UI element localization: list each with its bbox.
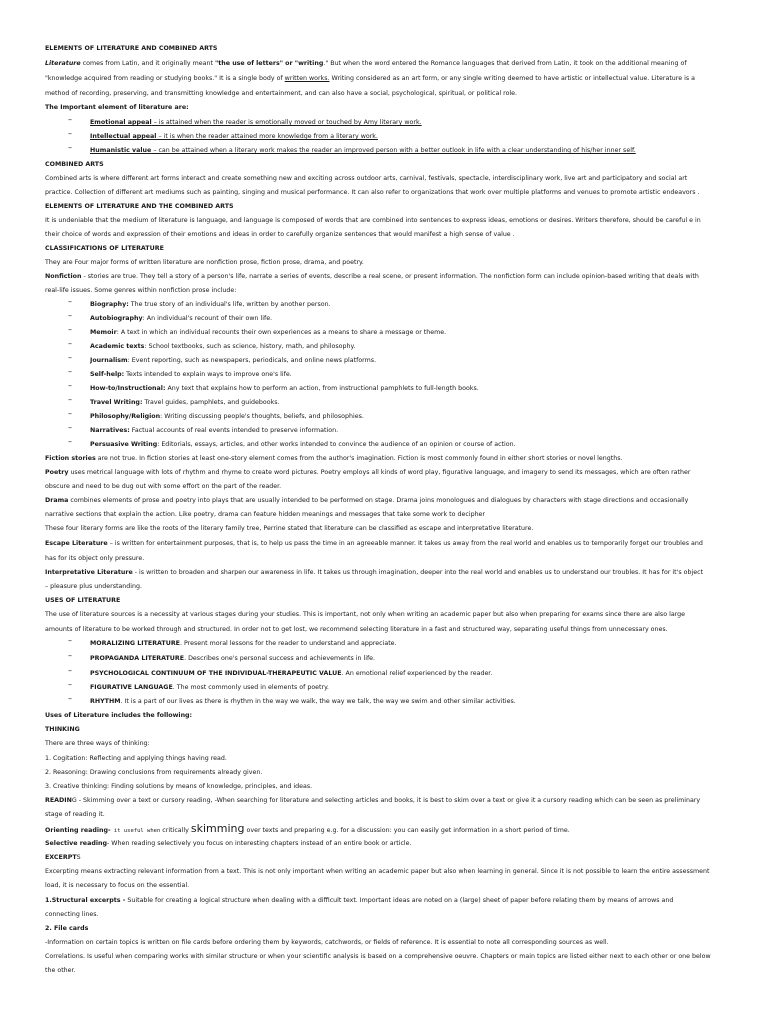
classifications-line-1: They are Four major forms of written literature are nonfiction prose, fiction prose, drama, and poetry. <box>45 259 364 266</box>
bullet-dash: – <box>68 666 72 675</box>
reading-line-1: READING - Skimming over a text or cursory reading, -When searching for literature and selecting articles and books, it is best to skim over a text or give it a cursory reading which can be seen as preliminary <box>45 797 701 804</box>
nonfiction-line-2: real-life issues. Some genres within nonfiction prose include: <box>45 287 237 294</box>
uses-line-2: amounts of literature to be worked through and structured. In order not to get lost, we recommend selecting literature in a fast and structured way, separating useful things from unnecessary ones. <box>45 626 668 633</box>
filecards-line-1: -Information on certain topics is written on file cards before ordering them by keywords, catchwords, or fields of reference. It is essential to note all corresponding sources as well. <box>45 939 609 946</box>
excerpts-line-2: load, it is necessary to focus on the essential. <box>45 882 190 889</box>
important-item: Humanistic value – can be attained when a literary work makes the reader an improved person with a better outlook in life with a clear understanding of his/her inner self. <box>90 147 636 154</box>
thinking-line-4: 3. Creative thinking: Finding solutions by means of knowledge, principles, and ideas. <box>45 783 313 790</box>
important-heading: The Important element of literature are: <box>45 104 189 111</box>
structural-line-1: 1.Structural excerpts - Suitable for creating a logical structure when dealing with a difficult text. Important ideas are noted on a (large) sheet of paper before relating them by means of arrows and <box>45 897 674 904</box>
poetry-line-1: Poetry uses metrical language with lots of rhythm and rhyme to create word pictures. Poetry employs all kinds of word play, figurative language, and imagery to send its messages, which are often rather <box>45 469 691 476</box>
poetry-line-2: obscure and need to be dug out with some effort on the part of the reader. <box>45 483 282 490</box>
elements-line-1: It is undeniable that the medium of literature is language, and language is composed of words that are combined into sentences to express ideas, emotions or desires. Writers therefore, should be careful e in <box>45 217 701 224</box>
doc-title: ELEMENTS OF LITERATURE AND COMBINED ARTS <box>45 45 218 52</box>
intro-line-2: "knowledge acquired from reading or studying books." It is a single body of written works. Writing considered as an art form, or any single writing deemed to have artistic or intellectual value. Literature is a <box>45 75 695 82</box>
bullet-dash: – <box>68 409 72 418</box>
elements-heading: ELEMENTS OF LITERATURE AND THE COMBINED ARTS <box>45 203 234 210</box>
elements-line-2: their choice of words and expression of their emotions and ideas in order to carefully organize sentences that would manifest a high sense of value . <box>45 231 515 238</box>
filecards-heading: 2. File cards <box>45 925 89 932</box>
bullet-dash: – <box>68 381 72 390</box>
genre-item: Narratives: Factual accounts of real events intended to preserve information. <box>90 427 339 434</box>
excerpts-heading: EXCERPTS <box>45 854 81 861</box>
drama-line-2: narrative sections that explain the action. Like poetry, drama can feature hidden meanings and messages that take some work to decipher <box>45 511 486 518</box>
bullet-dash: – <box>68 339 72 348</box>
intro-line-1: Literature comes from Latin, and it originally meant "the use of letters" or "writing." But when the word entered the Romance languages that derived from Latin, it took on the additional meaning of <box>45 60 687 67</box>
important-item: Intellectual appeal – it is when the reader attained more knowledge from a literary work. <box>90 133 378 140</box>
structural-line-2: connecting lines. <box>45 911 99 918</box>
genre-item: Academic texts: School textbooks, such as science, history, math, and philosophy. <box>90 343 356 350</box>
genre-item: Memoir: A text in which an individual recounts their own experiences as a means to share a message or theme. <box>90 329 447 336</box>
thinking-heading: THINKING <box>45 726 80 733</box>
uses-type-item: RHYTHM. It is a part of our lives as there is rhythm in the way we walk, the way we talk, the way we swim and other similar activities. <box>90 698 516 705</box>
uses-type-item: PSYCHOLOGICAL CONTINUUM OF THE INDIVIDUAL-THERAPEUTIC VALUE. An emotional relief experienced by the reader. <box>90 670 493 677</box>
combined-heading: COMBINED ARTS <box>45 161 104 168</box>
bullet-dash: – <box>68 367 72 376</box>
uses-includes-heading: Uses of Literature includes the following: <box>45 712 193 719</box>
bullet-dash: – <box>68 636 72 645</box>
interpretive-line-2: – pleasure plus understanding. <box>45 583 143 590</box>
genre-item: Self-help: Texts intended to explain ways to improve one's life. <box>90 371 292 378</box>
escape-line-1: Escape Literature – is written for entertainment purposes, that is, to help us pass the time in an agreeable manner. It takes us away from the real world and enables us to temporarily forget our troubles and <box>45 540 703 547</box>
drama-line-1: Drama combines elements of prose and poetry into plays that are usually intended to be performed on stage. Drama joins monologues and dialogues by characters with stage directions and occasionally <box>45 497 689 504</box>
genre-item: Philosophy/Religion: Writing discussing people's thoughts, beliefs, and philosophies. <box>90 413 364 420</box>
nonfiction-line-1: Nonfiction - stories are true. They tell a story of a person's life, narrate a series of events, describe a real scene, or present information. The nonfiction form can include opinion-based writing that deals with <box>45 273 699 280</box>
bullet-dash: – <box>68 143 72 152</box>
fiction-line: Fiction stories are not true. In fiction stories at least one-story element comes from the author's imagination. Fiction is most commonly found in either short stories or novel lengths. <box>45 455 623 462</box>
genre-item: Travel Writing: Travel guides, pamphlets, and guidebooks. <box>90 399 280 406</box>
orienting-line: Orienting reading- it useful when critically skimming over texts and preparing e.g. for a discussion: you can easily get information in a short period of time. <box>45 822 570 835</box>
thinking-line-2: 1. Cogitation: Reflecting and applying things having read. <box>45 755 227 762</box>
excerpts-line-1: Excerpting means extracting relevant information from a text. This is not only important when writing an academic paper but also when learning in general. Since it is not possible to learn the entire assessment <box>45 868 710 875</box>
bullet-dash: – <box>68 325 72 334</box>
bullet-dash: – <box>68 395 72 404</box>
bullet-dash: – <box>68 423 72 432</box>
combined-line-1: Combined arts is where different art forms interact and create something new and exciting across outdoor arts, carnival, festivals, spectacle, interdisciplinary work, live art and participatory and social art <box>45 175 688 182</box>
bullet-dash: – <box>68 680 72 689</box>
escape-line-2: has for its object only pressure. <box>45 555 145 562</box>
bullet-dash: – <box>68 129 72 138</box>
bullet-dash: – <box>68 437 72 446</box>
drama-line-3: These four literary forms are like the roots of the literary family tree, Perrine stated that literature can be classified as escape and interpretative literature. <box>45 525 534 532</box>
bullet-dash: – <box>68 297 72 306</box>
bullet-dash: – <box>68 651 72 660</box>
important-item: Emotional appeal – is attained when the reader is emotionally moved or touched by Amy literary work. <box>90 119 422 126</box>
genre-item: How-to/Instructional: Any text that explains how to perform an action, from instructional pamphlets to full-length books. <box>90 385 479 392</box>
combined-line-2: practice. Collection of different art mediums such as painting, singing and musical performance. It can also refer to organizations that work over multiple platforms and venues to promote artistic endeavors . <box>45 189 700 196</box>
selective-line: Selective reading- When reading selectively you focus on interesting chapters instead of an entire book or article. <box>45 840 412 847</box>
thinking-line-1: There are three ways of thinking: <box>45 740 150 747</box>
bullet-dash: – <box>68 353 72 362</box>
genre-item: Biography: The true story of an individual's life, written by another person. <box>90 301 331 308</box>
bullet-dash: – <box>68 694 72 703</box>
genre-item: Persuasive Writing: Editorials, essays, articles, and other works intended to convince the audience of an opinion or course of action. <box>90 441 516 448</box>
filecards-line-3: the other. <box>45 967 76 974</box>
filecards-line-2: Correlations. Is useful when comparing works with similar structure or when your scientific analysis is based on a comprehensive oeuvre. Chapters or main topics are listed either next to each other or one below <box>45 953 711 960</box>
intro-line-3: method of recording, preserving, and transmitting knowledge and entertainment, and can also have a social, psychological, spiritual, or political role. <box>45 90 518 97</box>
uses-type-item: MORALIZING LITERATURE. Present moral lessons for the reader to understand and appreciate. <box>90 640 397 647</box>
bullet-dash: – <box>68 311 72 320</box>
bullet-dash: – <box>68 115 72 124</box>
uses-heading: USES OF LITERATURE <box>45 597 121 604</box>
genre-item: Journalism: Event reporting, such as newspapers, periodicals, and online news platforms. <box>90 357 377 364</box>
reading-line-2: stage of reading it. <box>45 811 105 818</box>
thinking-line-3: 2. Reasoning: Drawing conclusions from requirements already given. <box>45 769 263 776</box>
genre-item: Autobiography: An individual's recount of their own life. <box>90 315 273 322</box>
uses-type-item: FIGURATIVE LANGUAGE. The most commonly used in elements of poetry. <box>90 684 329 691</box>
uses-line-1: The use of literature sources is a necessity at various stages during your studies. This is important, not only when writing an academic paper but also when preparing for exams since there are also large <box>45 611 686 618</box>
interpretive-line-1: Interpretative Literature - is written to broaden and sharpen our awareness in life. It takes us through imagination, deeper into the real world and enables us to understand our troubles. It has for it's object <box>45 569 704 576</box>
classifications-heading: CLASSIFICATIONS OF LITERATURE <box>45 245 164 252</box>
uses-type-item: PROPAGANDA LITERATURE. Describes one's personal success and achievements in life. <box>90 655 376 662</box>
